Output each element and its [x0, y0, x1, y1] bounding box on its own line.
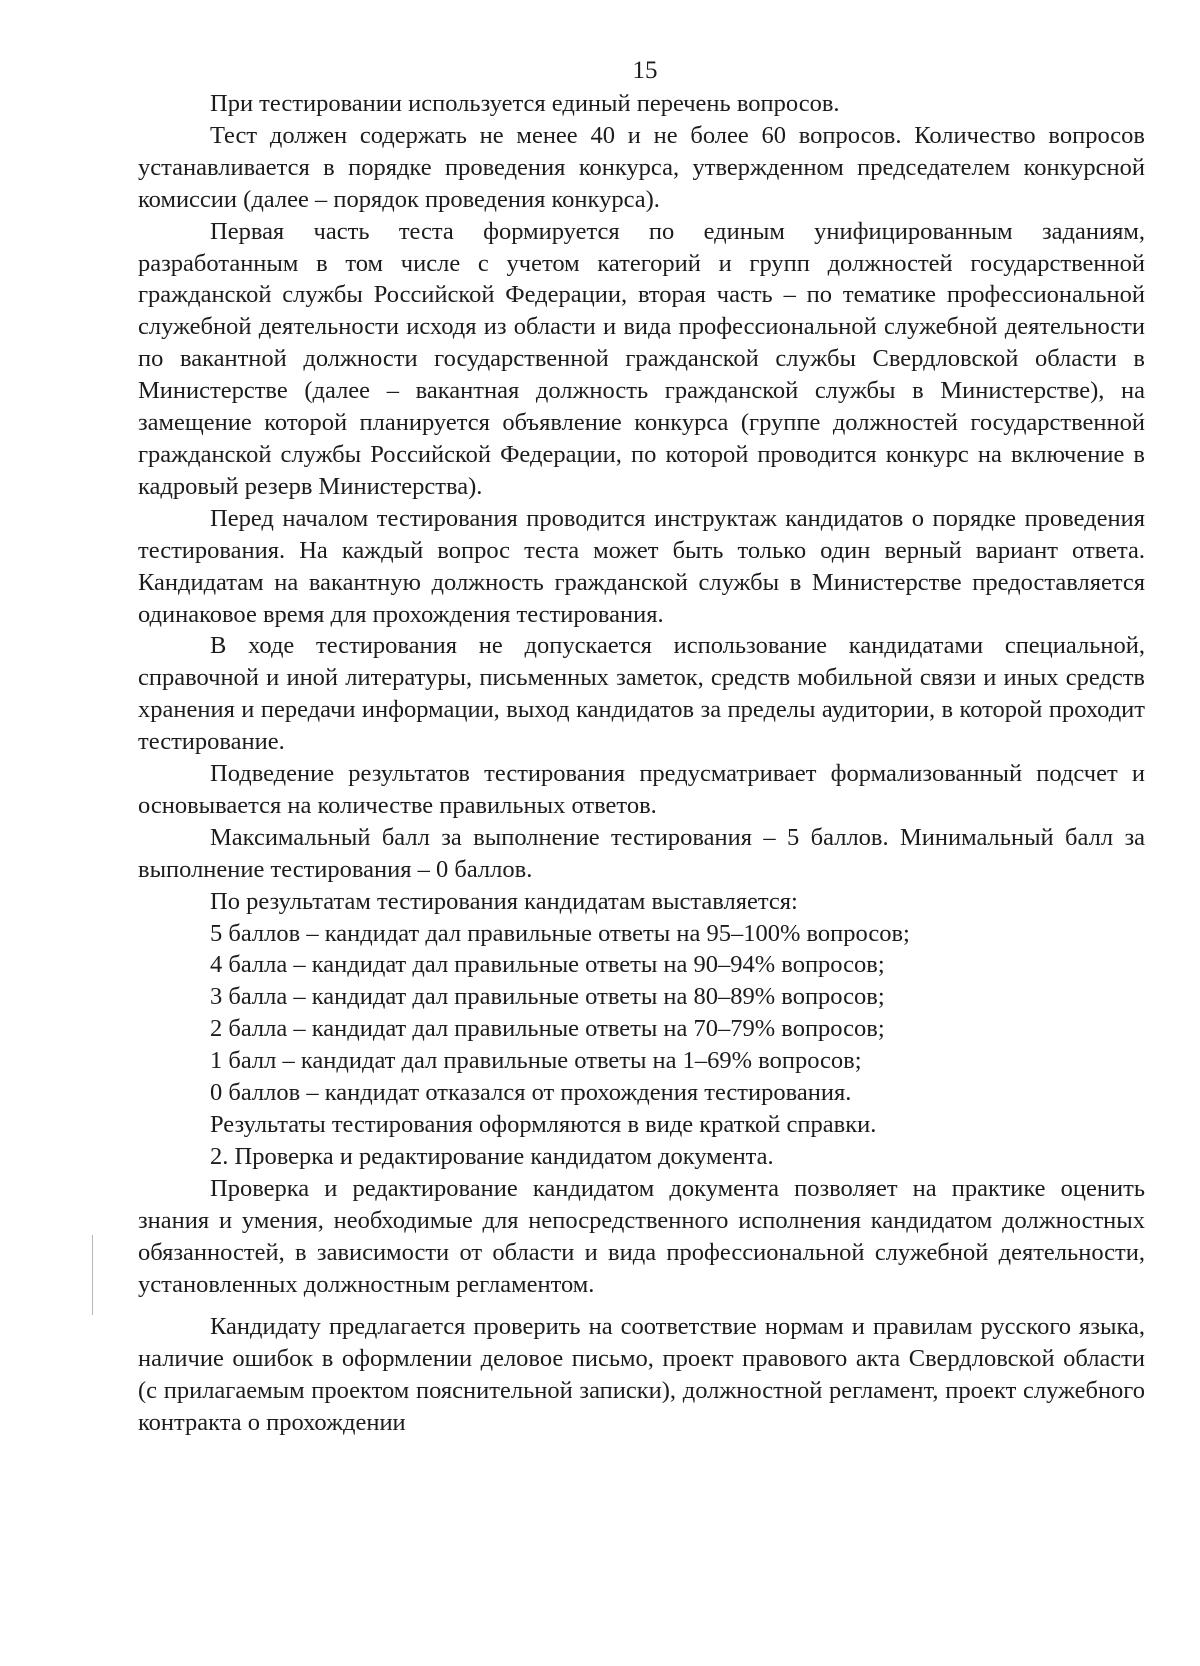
paragraph-test-questions-list: При тестировании используется единый перечень вопросов. — [210, 90, 840, 117]
paragraph-document-check: Проверка и редактирование кандидатом документа позволяет на практике оценить знания и умения, необходимые для непосредственного исполнения кандидатом должностных обязанностей, в зависимости от области и вида профессиональной служебной деятельности, установленных должностным регламентом. — [138, 1174, 1145, 1298]
paragraph-question-count: Тест должен содержать не менее 40 и не более 60 вопросов. Количество вопросов устанавливается в порядке проведения конкурса, утвержденном председателем конкурсной комиссии (далее – порядок проведения конкурса). — [138, 121, 1145, 213]
paragraph-document-task: Кандидату предлагается проверить на соответствие нормам и правилам русского языка, наличие ошибок в оформлении деловое письмо, проект правового акта Свердловской области (с прилагаемым проектом пояснительной записки), должностной регламент, проект служебного контракта о прохождении — [138, 1313, 1145, 1437]
paragraph-prohibitions: В ходе тестирования не допускается использование кандидатами специальной, справочной и иной литературы, письменных заметок, средств мобильной связи и иных средств хранения и передачи информации, выход кандидатов за пределы аудитории, в которой проходит тестирование. — [138, 632, 1145, 756]
paragraph-score-intro: По результатам тестирования кандидатам выставляется: — [210, 887, 798, 915]
paragraph-results-summary: Подведение результатов тестирования предусматривает формализованный подсчет и основывается на количестве правильных ответов. — [138, 760, 1145, 819]
scan-artifact-line — [92, 1235, 93, 1315]
paragraph-briefing: Перед началом тестирования проводится инструктаж кандидатов о порядке проведения тестирования. На каждый вопрос теста может быть только один верный вариант ответа. Кандидатам на вакантную должность гражданской службы в Министерстве предоставляется одинаковое время для прохождения тестирования. — [138, 504, 1145, 628]
score-item-3: 3 балла – кандидат дал правильные ответы на 80–89% вопросов; — [210, 983, 885, 1011]
score-item-0: 0 баллов – кандидат отказался от прохождения тестирования. — [210, 1079, 852, 1107]
score-item-2: 2 балла – кандидат дал правильные ответы на 70–79% вопросов; — [210, 1015, 885, 1043]
section-heading-document-check: 2. Проверка и редактирование кандидатом документа. — [210, 1142, 774, 1170]
page-number: 15 — [632, 57, 658, 84]
document-body — [138, 88, 1145, 1439]
paragraph-test-parts: Первая часть теста формируется по единым унифицированным заданиям, разработанным в том числе с учетом категорий и групп должностей государственной гражданской службы Российской Федерации, вторая часть – по тематике профессиональной служебной деятельности исходя из области и вида профессиональной служебной деятельности по вакантной должности государственной гражданской службы Свердловской области в Министерстве (далее – вакантная должность гражданской службы в Министерстве), на замещение которой планируется объявление конкурса (группе должностей государственной гражданской службы Российской Федерации, по которой проводится конкурс на включение в кадровый резерв Министерства). — [138, 217, 1145, 500]
score-item-4: 4 балла – кандидат дал правильные ответы на 90–94% вопросов; — [210, 951, 885, 979]
score-item-5: 5 баллов – кандидат дал правильные ответы на 95–100% вопросов; — [210, 919, 910, 947]
score-item-1: 1 балл – кандидат дал правильные ответы на 1–69% вопросов; — [210, 1047, 862, 1075]
paragraph-results-format: Результаты тестирования оформляются в виде краткой справки. — [210, 1111, 877, 1138]
paragraph-max-min-score: Максимальный балл за выполнение тестирования – 5 баллов. Минимальный балл за выполнение тестирования – 0 баллов. — [138, 823, 1145, 883]
